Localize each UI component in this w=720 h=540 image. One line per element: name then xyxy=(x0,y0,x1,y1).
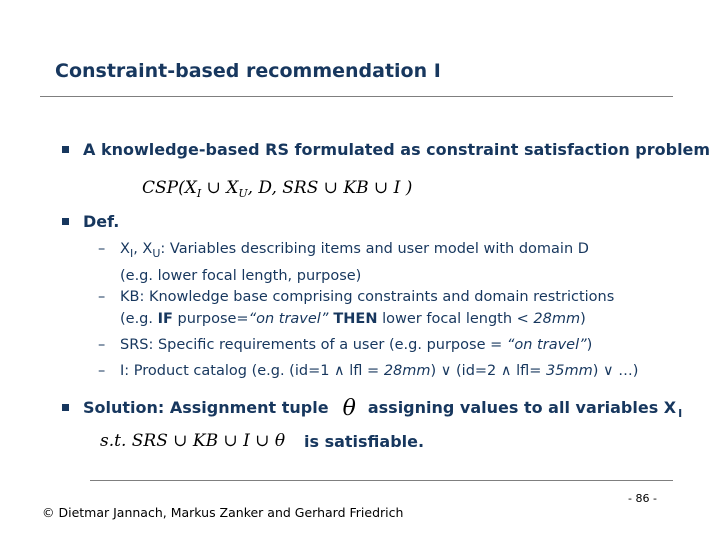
page-number: - 86 - xyxy=(628,492,657,505)
srs-c: ) xyxy=(586,337,593,353)
dash-icon: – xyxy=(98,337,106,353)
kb-ex-a: (e.g. xyxy=(120,311,158,327)
solution-b: assigning values to all variables X xyxy=(367,398,677,417)
var-sep: , X xyxy=(133,241,153,257)
def-item-catalog xyxy=(98,360,638,382)
cat-b: 28mm xyxy=(383,363,431,379)
kb-desc: KB: Knowledge base comprising constraints and domain restrictions xyxy=(120,289,615,305)
kb-ex-e: 28mm xyxy=(533,311,581,327)
cat-a: I: Product catalog (e.g. (id=1 ∧ lfl = xyxy=(120,363,384,379)
slide-title: Constraint-based recommendation I xyxy=(55,60,441,82)
kb-ex-f: ) xyxy=(580,311,586,327)
bullet-def xyxy=(62,212,119,231)
bullet-square-icon xyxy=(62,146,69,153)
satisfiability-formula: s.t. SRS ∪ KB ∪ I ∪ θ xyxy=(100,431,286,451)
cat-c: ) ∨ (id=2 ∧ lfl= xyxy=(430,363,547,379)
kb-ex-c: “on travel” xyxy=(248,311,329,327)
dash-icon: – xyxy=(98,363,106,379)
kb-ex-if: IF xyxy=(157,311,173,327)
var-example: (e.g. lower focal length, purpose) xyxy=(120,268,362,284)
cat-d: 35mm xyxy=(546,363,593,379)
kb-example xyxy=(98,308,614,330)
title-divider xyxy=(40,96,673,97)
dash-icon: – xyxy=(98,289,106,305)
bullet-square-icon xyxy=(62,404,69,411)
def-item-srs xyxy=(98,334,592,356)
satisfiable-text: is satisfiable. xyxy=(304,432,425,451)
kb-ex-then: THEN xyxy=(328,311,378,327)
footer-divider xyxy=(90,480,673,481)
bullet-square-icon xyxy=(62,218,69,225)
solution-b-sub: I xyxy=(678,407,683,420)
csp-formula-a-sub: I xyxy=(196,187,202,200)
srs-b: “on travel” xyxy=(506,337,587,353)
bullet-def-text: Def. xyxy=(83,212,120,231)
csp-formula-b-sub: U xyxy=(238,187,248,200)
bullet-solution xyxy=(62,396,682,421)
dash-icon: – xyxy=(98,241,106,257)
var-x: X xyxy=(120,241,130,257)
kb-ex-d: lower focal length < xyxy=(377,311,534,327)
var-x-sub-u: U xyxy=(152,247,161,260)
solution-a: Solution: Assignment tuple xyxy=(83,398,329,417)
def-item-kb xyxy=(98,286,614,330)
cat-e: ) ∨ …) xyxy=(592,363,639,379)
theta-symbol: θ xyxy=(342,396,356,421)
var-x-sub-i: I xyxy=(129,247,134,260)
kb-ex-b: purpose= xyxy=(172,311,249,327)
csp-formula-b: ∪ X xyxy=(201,178,239,198)
def-item-variables xyxy=(98,238,589,287)
csp-formula-c: , D, SRS ∪ KB ∪ I ) xyxy=(247,178,413,198)
footer-copyright: © Dietmar Jannach, Markus Zanker and Gerhard Friedrich xyxy=(42,505,404,520)
csp-formula-a: CSP(X xyxy=(142,178,197,198)
var-desc: : Variables describing items and user model with domain D xyxy=(160,241,589,257)
bullet-csp-text: A knowledge-based RS formulated as constraint satisfaction problem xyxy=(83,140,711,159)
csp-formula xyxy=(142,178,412,200)
bullet-csp xyxy=(62,140,710,159)
srs-a: SRS: Specific requirements of a user (e.g. purpose = xyxy=(120,337,507,353)
